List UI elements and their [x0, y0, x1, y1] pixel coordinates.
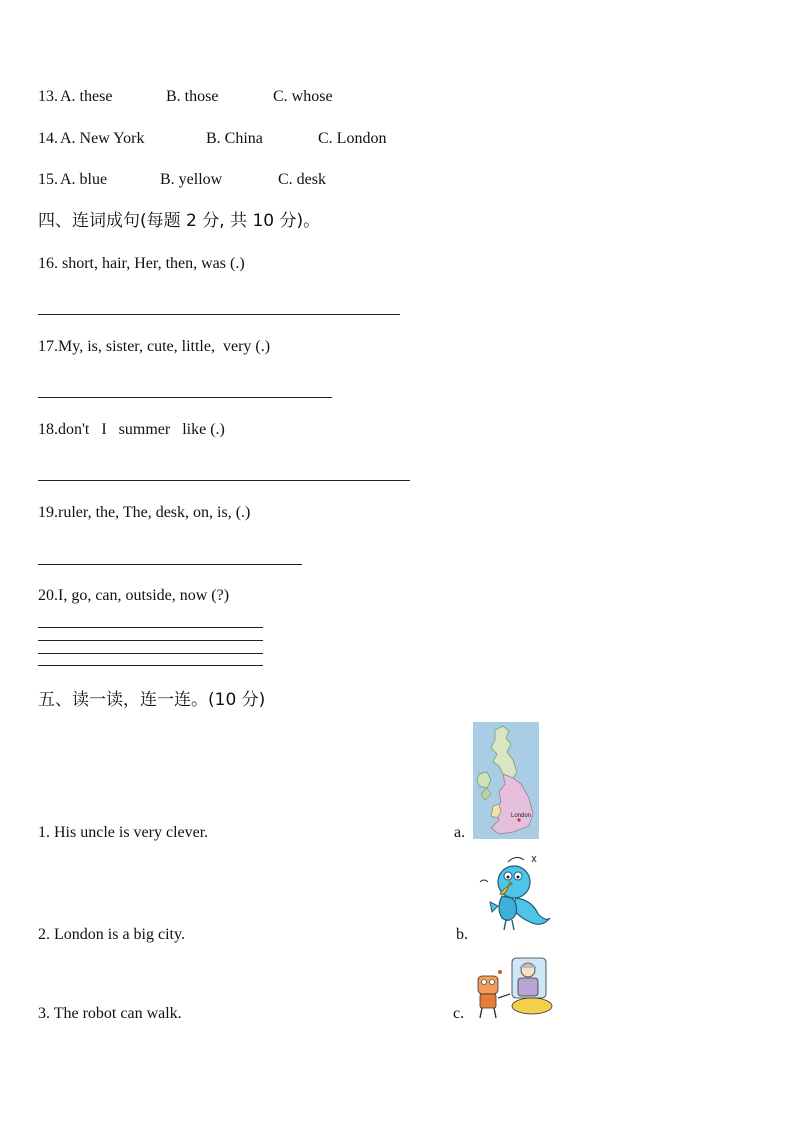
- option-c: C. London: [318, 130, 387, 147]
- match-letter-a: a.: [454, 824, 466, 841]
- answer-line-17[interactable]: [38, 397, 332, 398]
- answer-line-16[interactable]: [38, 314, 400, 315]
- section-5-heading: 五、读一读，连一连。(10 分): [38, 690, 266, 710]
- answer-line-20d[interactable]: [38, 665, 263, 666]
- question-number: 13.: [38, 88, 58, 105]
- sentence-item-17: 17.My, is, sister, cute, little, very (.): [38, 338, 271, 355]
- match-sentence-1: 1. His uncle is very clever.: [38, 824, 209, 841]
- option-a: A. blue: [60, 171, 108, 188]
- sentence-item-16: 16. short, hair, Her, then, was (.): [38, 255, 245, 272]
- map-london-label: London: [511, 813, 532, 819]
- option-a: A. New York: [60, 130, 145, 147]
- parrot-picture: [476, 852, 552, 938]
- option-b: B. yellow: [160, 171, 223, 188]
- answer-line-20b[interactable]: [38, 640, 263, 641]
- sentence-item-20: 20.I, go, can, outside, now (?): [38, 587, 230, 604]
- sentence-item-19: 19.ruler, the, The, desk, on, is, (.): [38, 504, 251, 521]
- question-number: 14.: [38, 130, 58, 147]
- option-c: C. desk: [278, 171, 326, 188]
- section-4-heading: 四、连词成句(每题 2 分, 共 10 分)。: [38, 211, 321, 231]
- option-a: A. these: [60, 88, 113, 105]
- answer-line-20c[interactable]: [38, 653, 263, 654]
- match-sentence-2: 2. London is a big city.: [38, 926, 185, 943]
- option-c: C. whose: [273, 88, 333, 105]
- match-letter-b: b.: [456, 926, 468, 943]
- question-number: 15.: [38, 171, 58, 188]
- answer-line-20a[interactable]: [38, 627, 263, 628]
- match-sentence-3: 3. The robot can walk.: [38, 1005, 182, 1022]
- answer-line-18[interactable]: [38, 480, 410, 481]
- robot-picture: [474, 954, 554, 1020]
- option-b: B. China: [206, 130, 263, 147]
- sentence-item-18: 18.don't I summer like (.): [38, 421, 225, 438]
- match-letter-c: c.: [453, 1005, 465, 1022]
- answer-line-19[interactable]: [38, 564, 302, 565]
- uk-map-picture: [473, 722, 539, 839]
- option-b: B. those: [166, 88, 219, 105]
